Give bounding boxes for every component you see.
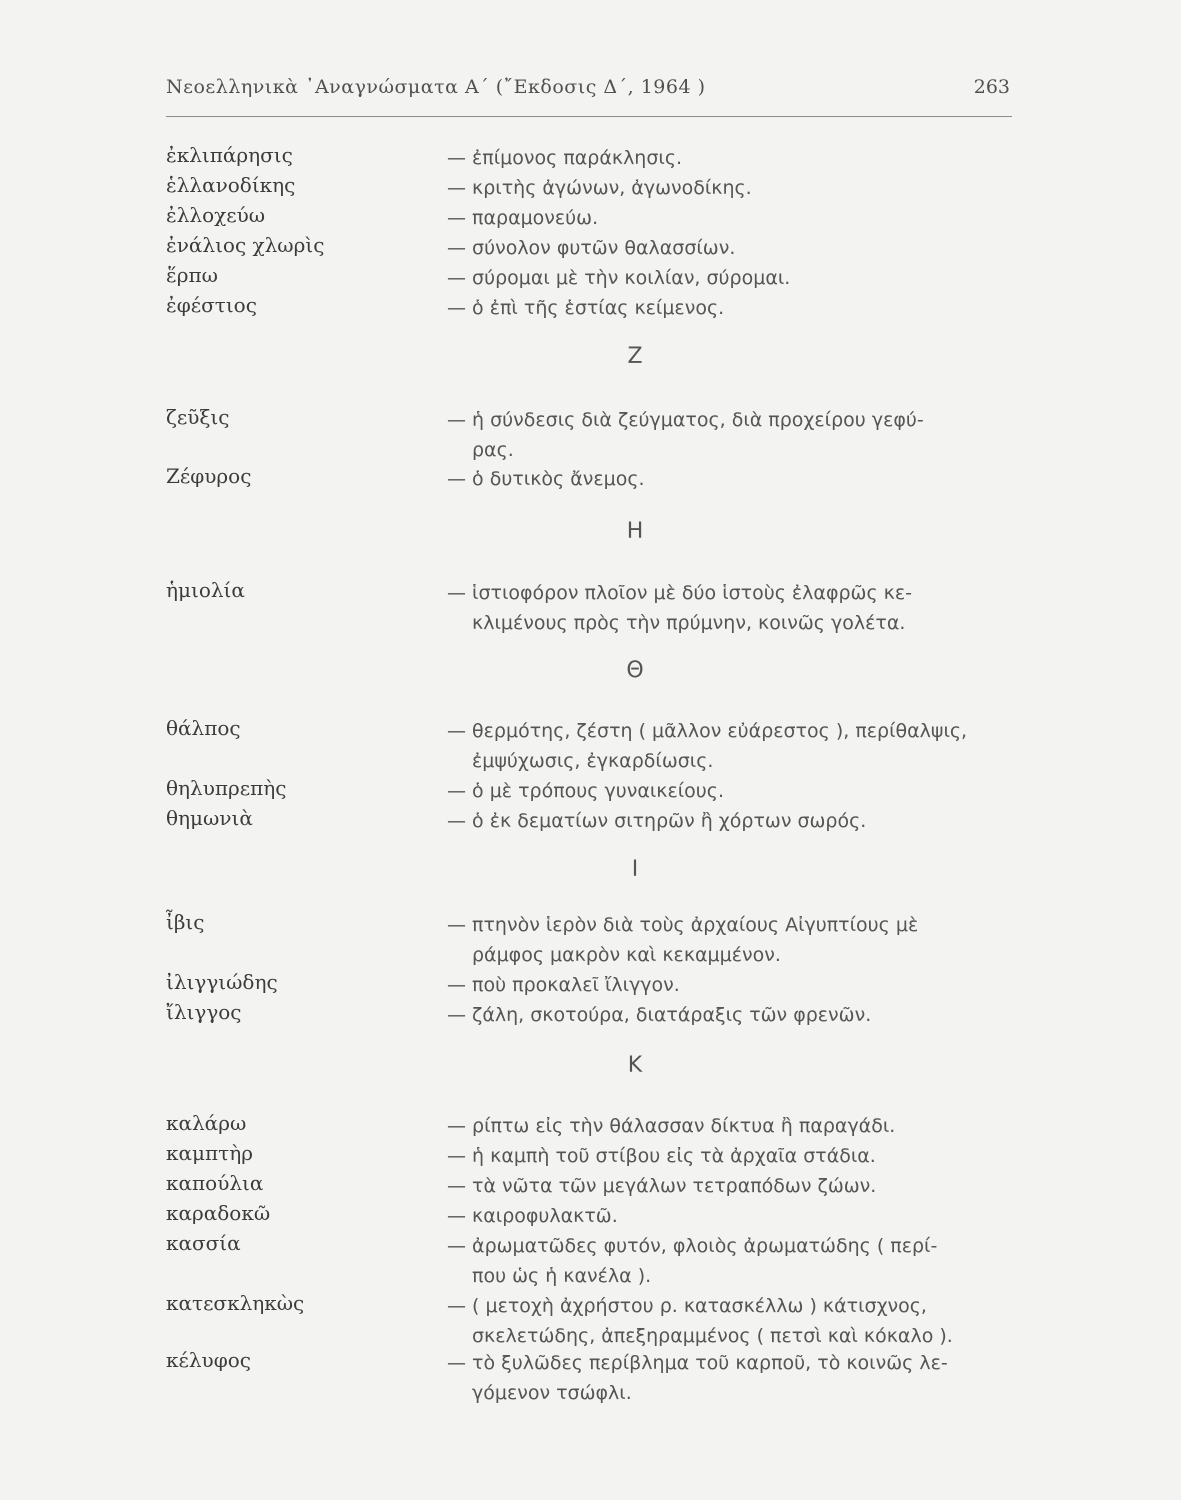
entry-term: ἡμιολία (166, 578, 245, 602)
definition-line: — τὰ νῶτα τῶν μεγάλων τετραπόδων ζώων. (447, 1175, 877, 1197)
definition-line: — ρίπτω εἰς τὴν θάλασσαν δίκτυα ἢ παραγάδι. (447, 1115, 896, 1137)
section-letter: Ζ (627, 344, 643, 369)
entry-definition (447, 776, 724, 806)
entry-term: καπούλια (166, 1171, 264, 1195)
entry-term: κασσία (166, 1231, 241, 1255)
definition-line: — ἱστιοφόρον πλοῖον μὲ δύο ἱστοὺς ἐλαφρῶς κε- (447, 582, 912, 604)
definition-line: — παραμονεύω. (447, 207, 599, 229)
entry-definition (447, 143, 682, 173)
entry-term: ἐλλοχεύω (166, 203, 266, 227)
entry-definition (447, 203, 598, 233)
entry-definition (447, 1171, 876, 1201)
definition-line: — τὸ ξυλῶδες περίβλημα τοῦ καρποῦ, τὸ κοινῶς λε- (447, 1352, 948, 1374)
entry-definition (447, 233, 735, 263)
entry-term: ἕρπω (166, 263, 218, 287)
definition-line: — ἀρωματῶδες φυτόν, φλοιὸς ἀρωματώδης ( περί- (447, 1235, 938, 1257)
definition-line: — ὁ δυτικὸς ἄνεμος. (447, 468, 645, 490)
entry-term: ἐκλιπάρησις (166, 143, 293, 167)
entry-term: καραδοκῶ (166, 1201, 271, 1225)
running-header (166, 72, 1012, 117)
section-letter: Ι (631, 857, 639, 882)
entry-definition (447, 405, 924, 465)
definition-line: σκελετώδης, ἀπεξηραμμένος ( πετσὶ καὶ κόκαλο ). (472, 1325, 953, 1347)
definition-line: — ὁ ἐπὶ τῆς ἑστίας κείμενος. (447, 297, 725, 319)
definition-line: — πτηνὸν ἱερὸν διὰ τοὺς ἀρχαίους Αἰγυπτίους μὲ (447, 914, 919, 936)
definition-line: κλιμένους πρὸς τὴν πρύμνην, κοινῶς γολέτα. (472, 612, 906, 634)
entry-term: ἴλιγγος (166, 1000, 242, 1024)
entry-term: θάλπος (166, 716, 241, 740)
entry-term: ἑλλανοδίκης (166, 173, 296, 197)
definition-line: — ὁ μὲ τρόπους γυναικείους. (447, 780, 724, 802)
section-letter: Η (626, 519, 644, 544)
entry-term: ζεῦξις (166, 405, 230, 429)
entry-definition (447, 910, 918, 970)
entry-definition (447, 1348, 948, 1408)
definition-line: — ζάλη, σκοτούρα, διατάραξις τῶν φρενῶν. (447, 1004, 872, 1026)
page-number: 263 (973, 76, 1010, 98)
definition-line: — σύρομαι μὲ τὴν κοιλίαν, σύρομαι. (447, 267, 791, 289)
section-letter: Κ (627, 1053, 643, 1078)
entry-term: καμπτὴρ (166, 1141, 253, 1165)
definition-line: — σύνολον φυτῶν θαλασσίων. (447, 237, 736, 259)
entry-definition (447, 1141, 876, 1171)
section-letter: Θ (626, 658, 644, 683)
entry-term: ἐνάλιος χλωρὶς (166, 233, 325, 257)
entry-term: Ζέφυρος (166, 464, 252, 488)
running-title: Νεοελληνικὰ ᾿Αναγνώσματα Α΄ (῎Εκδοσις Δ΄, 1964 ) (166, 76, 706, 98)
entry-term: καλάρω (166, 1111, 247, 1135)
entry-definition (447, 716, 967, 776)
entry-definition (447, 464, 645, 494)
definition-line: — κριτὴς ἀγώνων, ἀγωνοδίκης. (447, 177, 752, 199)
entry-definition (447, 1291, 953, 1351)
definition-line: — ( μετοχὴ ἀχρήστου ρ. κατασκέλλω ) κάτισχνος, (447, 1295, 927, 1317)
entry-definition (447, 1201, 618, 1231)
entry-definition (447, 970, 680, 1000)
definition-line: γόμενον τσώφλι. (472, 1382, 632, 1404)
definition-line: ρας. (472, 439, 514, 461)
entry-term: κέλυφος (166, 1348, 251, 1372)
entry-term: θημωνιὰ (166, 806, 253, 830)
definition-line: — ἡ σύνδεσις διὰ ζεύγματος, διὰ προχείρου γεφύ- (447, 409, 924, 431)
entry-term: ἶβις (166, 910, 205, 934)
entry-definition (447, 1111, 895, 1141)
definition-line: — καιροφυλακτῶ. (447, 1205, 618, 1227)
entry-definition (447, 1231, 937, 1291)
definition-line: — ποὺ προκαλεῖ ἴλιγγον. (447, 974, 680, 996)
entry-definition (447, 806, 866, 836)
entry-definition (447, 578, 912, 638)
entry-definition (447, 1000, 871, 1030)
definition-line: — θερμότης, ζέστη ( μᾶλλον εὐάρεστος ), περίθαλψις, (447, 720, 968, 742)
definition-line: ἐμψύχωσις, ἐγκαρδίωσις. (472, 750, 714, 772)
definition-line: — ἡ καμπὴ τοῦ στίβου εἰς τὰ ἀρχαῖα στάδια. (447, 1145, 876, 1167)
definition-line: — ὁ ἐκ δεματίων σιτηρῶν ἢ χόρτων σωρός. (447, 810, 867, 832)
entry-definition (447, 263, 790, 293)
definition-line: που ὡς ἡ κανέλα ). (472, 1265, 652, 1287)
entry-term: ἐφέστιος (166, 293, 257, 317)
definition-line: — ἐπίμονος παράκλησις. (447, 147, 683, 169)
definition-line: ράμφος μακρὸν καὶ κεκαμμένον. (472, 944, 781, 966)
entry-term: ἰλιγγιώδης (166, 970, 278, 994)
entry-definition (447, 293, 724, 323)
entry-definition (447, 173, 752, 203)
entry-term: κατεσκληκὼς (166, 1291, 305, 1315)
entry-term: θηλυπρεπὴς (166, 776, 287, 800)
